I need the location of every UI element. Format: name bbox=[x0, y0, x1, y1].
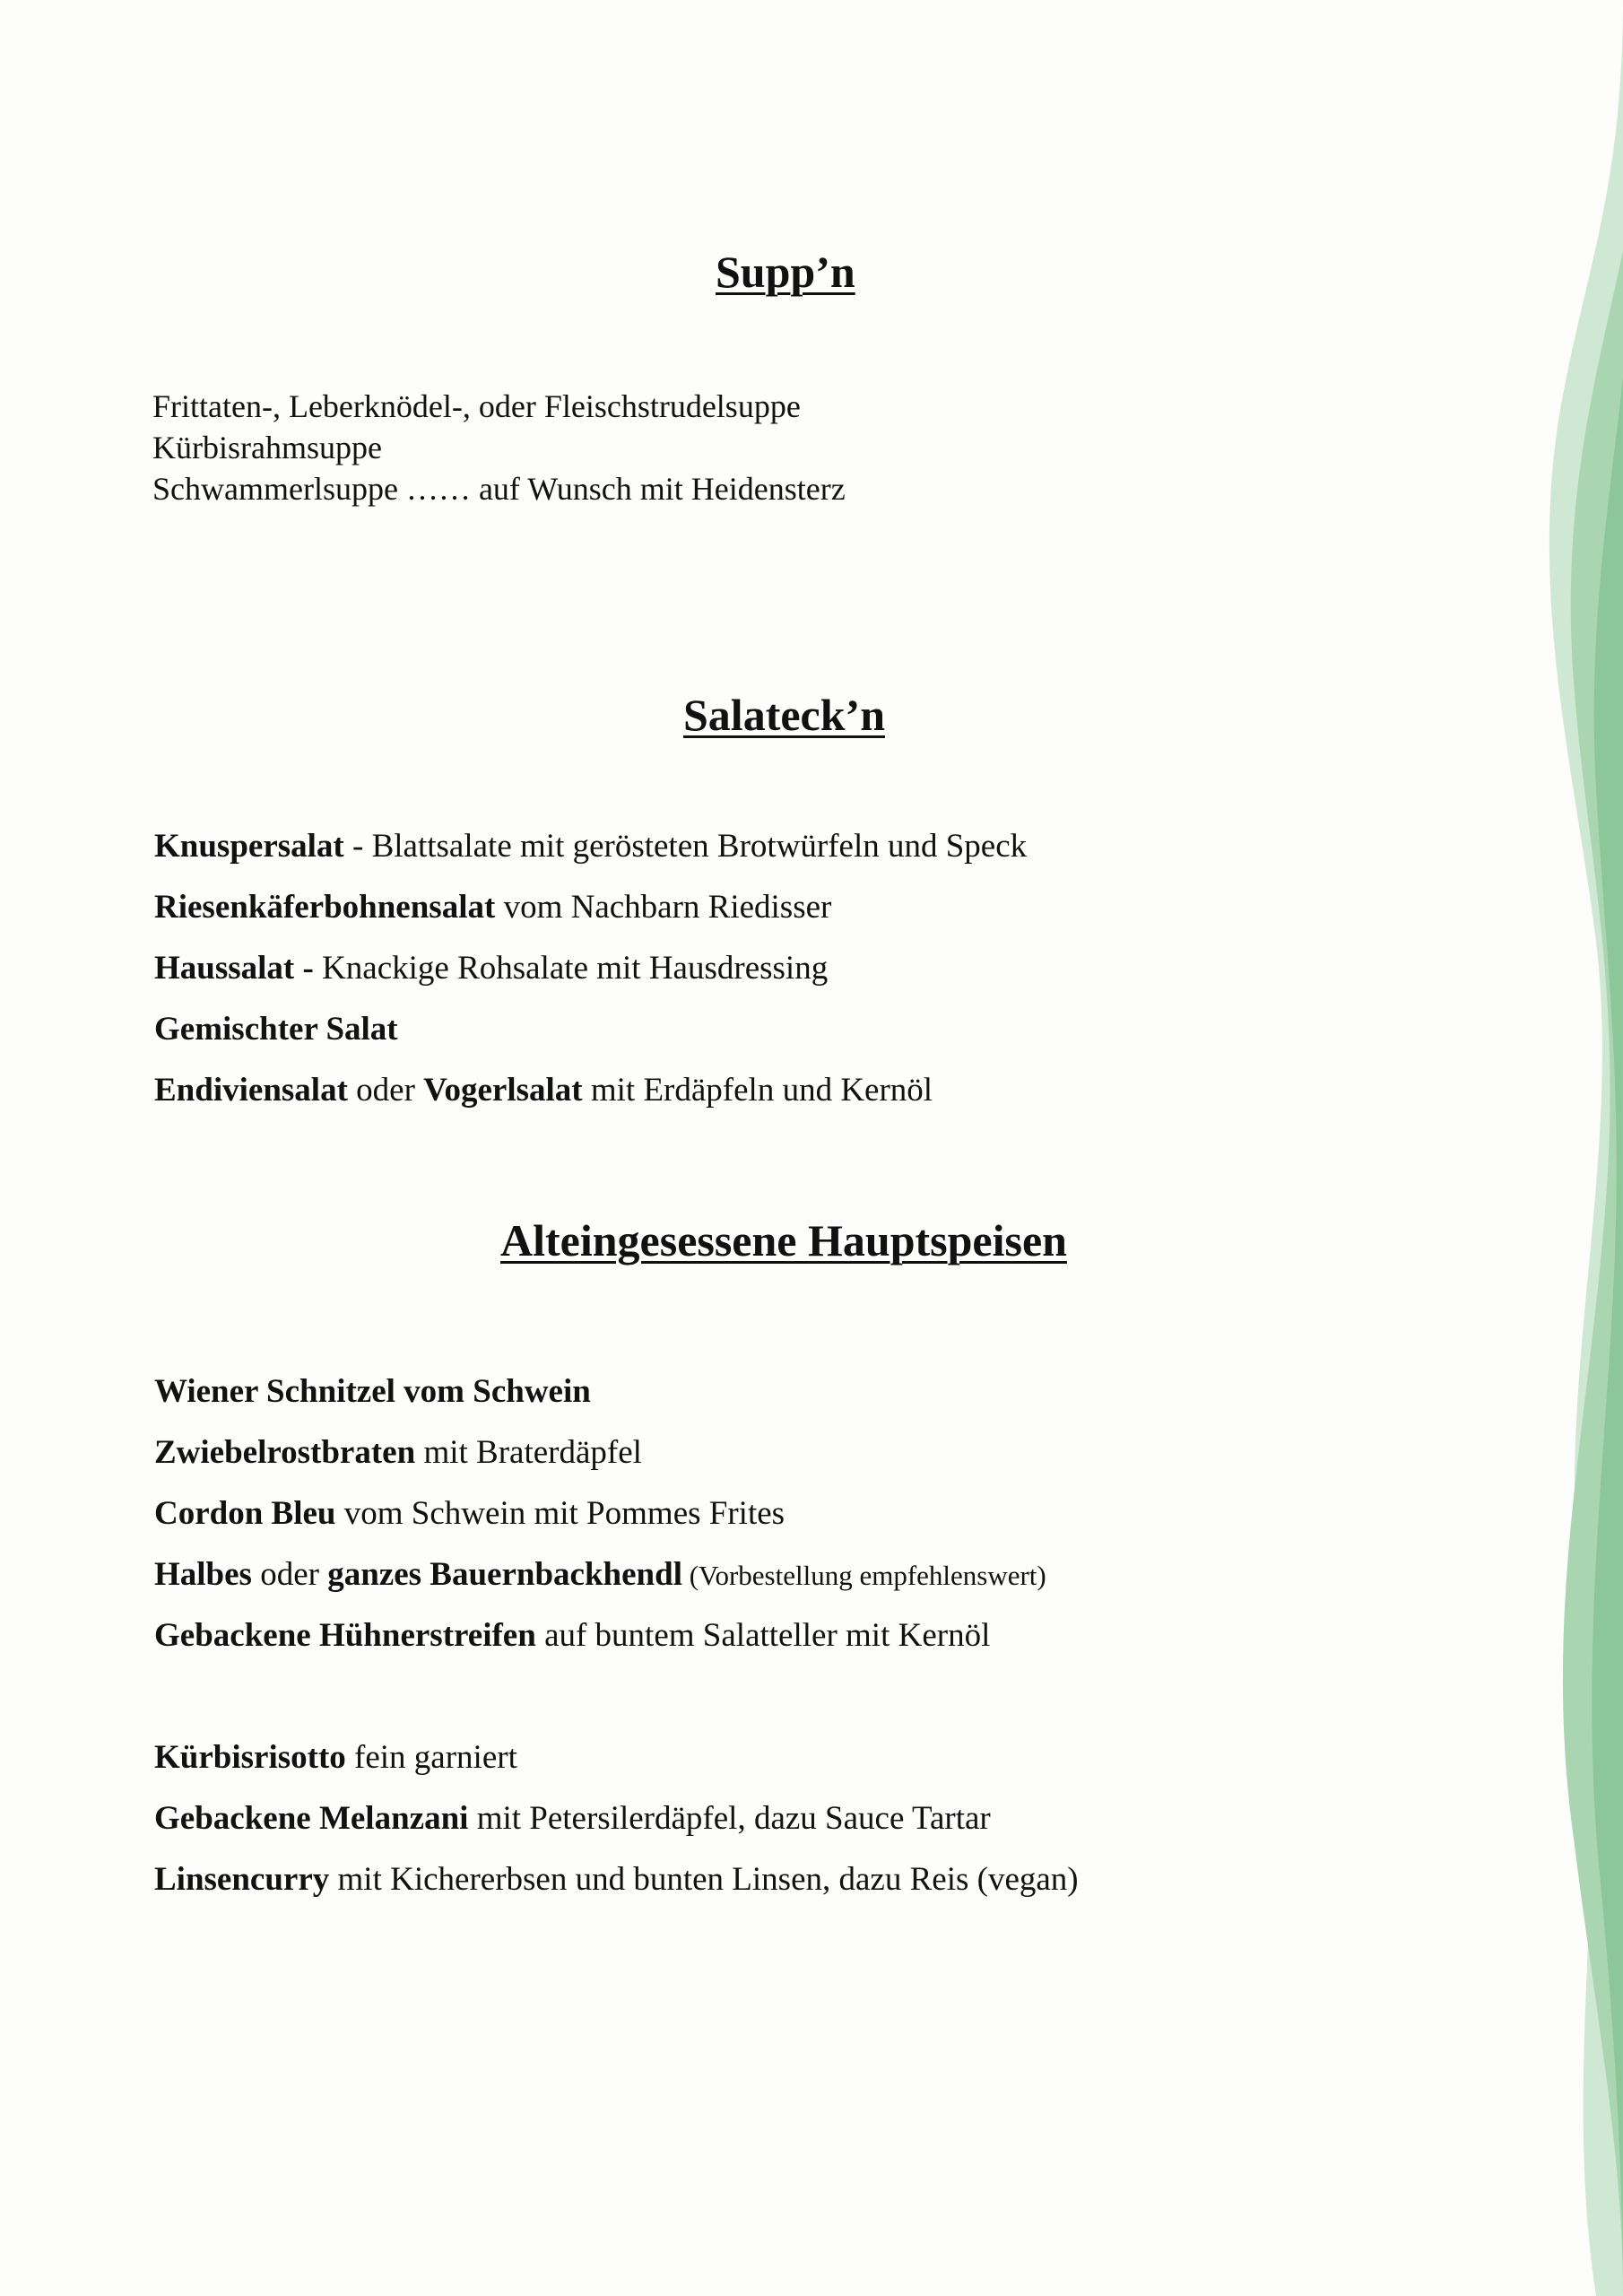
soup-item: Frittaten-, Leberknödel-, oder Fleischstrudelsuppe bbox=[152, 388, 801, 424]
salad-item bbox=[154, 938, 1027, 999]
dish-name: Riesenkäferbohnensalat bbox=[154, 889, 496, 926]
dish-name: Cordon Bleu bbox=[154, 1495, 336, 1532]
dish-name: Gemischter Salat bbox=[154, 1011, 398, 1048]
dish-description: vom Nachbarn Riedisser bbox=[495, 889, 832, 926]
dish-description: vom Schwein mit Pommes Frites bbox=[335, 1495, 785, 1532]
dish-name: Zwiebelrostbraten bbox=[154, 1434, 416, 1471]
soups-list bbox=[152, 386, 846, 509]
soup-item: Kürbisrahmsuppe bbox=[152, 430, 382, 465]
dish-connector: oder bbox=[347, 1072, 424, 1109]
dish-name: Endiviensalat bbox=[154, 1072, 348, 1109]
list-spacer bbox=[154, 1666, 1079, 1727]
soup-item: Schwammerlsuppe …… auf Wunsch mit Heidensterz bbox=[152, 471, 846, 507]
dish-name: Halbes bbox=[154, 1556, 252, 1593]
salad-item bbox=[154, 877, 1027, 938]
main-item bbox=[154, 1361, 1079, 1422]
dish-description: fein garniert bbox=[345, 1739, 517, 1776]
main-item bbox=[154, 1483, 1079, 1544]
main-item bbox=[154, 1422, 1079, 1483]
main-veg-item bbox=[154, 1727, 1079, 1788]
dish-description: Knackige Rohsalate mit Hausdressing bbox=[313, 950, 829, 987]
dish-description: mit Braterdäpfel bbox=[415, 1434, 642, 1471]
dish-connector: oder bbox=[251, 1556, 328, 1593]
salad-item bbox=[154, 1060, 1027, 1121]
dish-description: - Blattsalate mit gerösteten Brotwürfeln und Speck bbox=[343, 828, 1028, 865]
mains-list bbox=[154, 1361, 1079, 1910]
dish-description: mit Kichererbsen und bunten Linsen, dazu Reis (vegan) bbox=[329, 1861, 1079, 1898]
salad-item bbox=[154, 999, 1027, 1060]
dish-description: mit Petersilerdäpfel, dazu Sauce Tartar bbox=[468, 1800, 991, 1837]
mains-title: Alteingesessene Hauptspeisen bbox=[500, 1215, 1067, 1265]
dish-name: Gebackene Hühnerstreifen bbox=[154, 1617, 536, 1654]
main-item bbox=[154, 1605, 1079, 1666]
soups-title: Supp’n bbox=[716, 247, 855, 297]
salads-list bbox=[154, 816, 1027, 1121]
dish-name: Kürbisrisotto bbox=[154, 1739, 346, 1776]
main-veg-item bbox=[154, 1788, 1079, 1849]
dish-name: Haussalat - bbox=[154, 950, 314, 987]
dish-name: Linsencurry bbox=[154, 1861, 330, 1898]
dish-name-alt: Vogerlsalat bbox=[423, 1072, 583, 1109]
dish-description: mit Erdäpfeln und Kernöl bbox=[582, 1072, 933, 1109]
main-item bbox=[154, 1544, 1079, 1605]
salads-title: Salateck’n bbox=[683, 690, 885, 740]
main-veg-item bbox=[154, 1849, 1079, 1910]
salad-item bbox=[154, 816, 1027, 877]
dish-description: auf buntem Salatteller mit Kernöl bbox=[535, 1617, 991, 1654]
dish-name: Knuspersalat bbox=[154, 828, 344, 865]
dish-name: Wiener Schnitzel vom Schwein bbox=[154, 1373, 591, 1410]
dish-note: (Vorbestellung empfehlenswert) bbox=[681, 1560, 1046, 1591]
dish-name: Gebackene Melanzani bbox=[154, 1800, 469, 1837]
dish-name-alt: ganzes Bauernbackhendl bbox=[327, 1556, 682, 1593]
